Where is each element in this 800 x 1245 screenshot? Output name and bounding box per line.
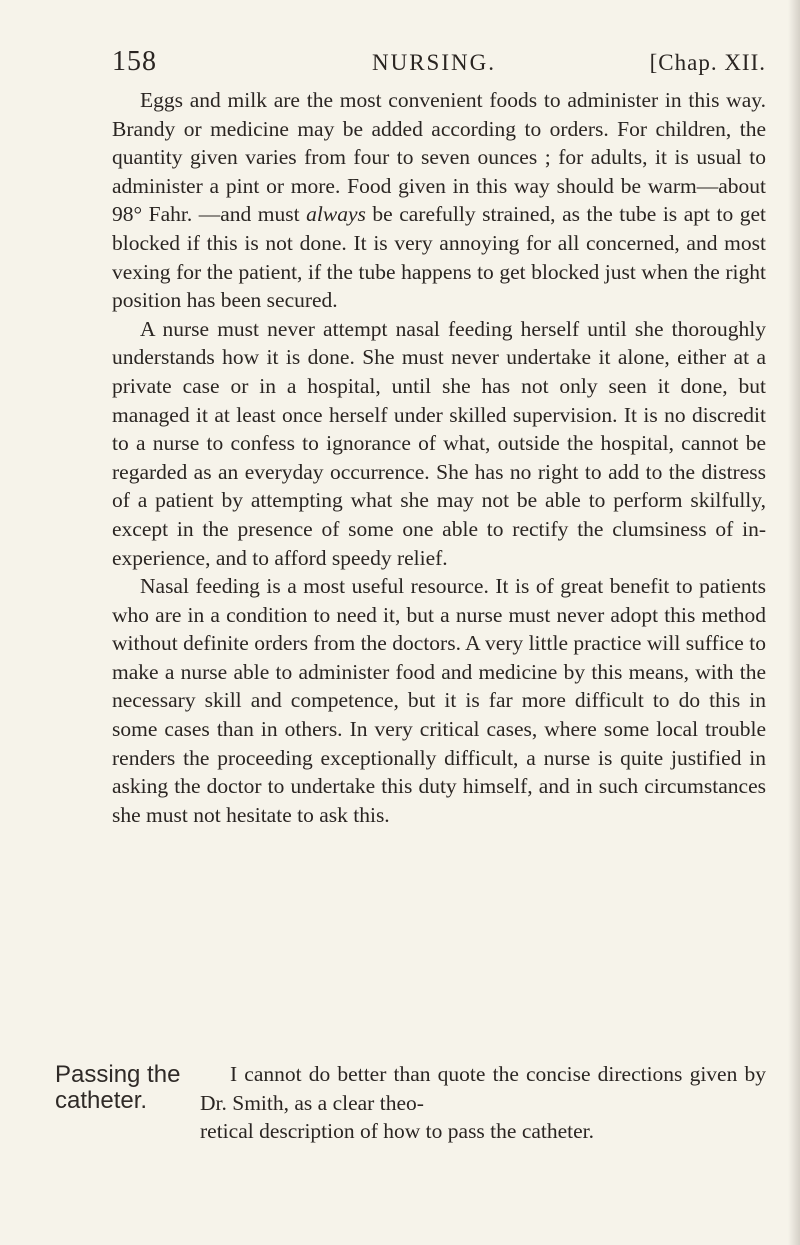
emphasis-always: always — [306, 202, 366, 227]
final-paragraph-tail: retical description of how to pass the catheter. — [200, 1119, 595, 1144]
margin-note — [55, 1062, 205, 1114]
paragraph-3: Nasal feeding is a most useful resource. It is of great benefit to patients who are in a condition to need it, but a nurse must never adopt this method without definite orders from the doctors. A very little practice will suffice to make a nurse able to administer food and medicine by this means, with the necessary skill and competence, but it is far more difficult to do this in some cases than in others. In very critical cases, where some local trouble renders the proceeding exceptionally difficult, a nurse is quite justified in asking the doctor to undertake this duty himself, and in such circumstances she must not hesitate to ask this. — [112, 574, 766, 827]
page-number: 158 — [112, 46, 157, 77]
body-text — [112, 86, 766, 829]
running-title: NURSING. — [372, 50, 496, 75]
paragraph-1 — [112, 86, 766, 315]
chapter-label: [Chap. XII. — [649, 50, 766, 75]
paragraph-1-part-b: be carefully strained, as the tube is apt to get blocked if this is not done. It is very annoying for all concerned, and most vexing for the patient, if the tube happens to get blocked just when the right position has been secured. — [112, 202, 766, 313]
final-paragraph-text: I cannot do better than quote the concise directions given by Dr. Smith, as a clear theo- retical description of how to pass the catheter. — [200, 1062, 766, 1144]
paragraph-1-part-a: Eggs and milk are the most convenient foods to administer in this way. Brandy or medicine may be added according to orders. For children, the quantity given varies from four to seven ounces ; for adults, it is usual to administer a pint or more. Food given in this way should be warm—about 98° Fahr. —and must — [112, 88, 766, 227]
page-header — [112, 46, 766, 82]
paragraph-2: A nurse must never attempt nasal feeding herself until she thoroughly understands how it is done. She must never undertake it alone, either at a private case or in a hospital, until she has not only seen it done, but managed it at least once herself under skilled supervision. It is no discredit to a nurse to confess to ignorance of what, outside the hospital, cannot be regarded as an everyday occurrence. She has no right to add to the distress of a patient by attempting what she may not be able to perform skilfully, except in the presence of some one able to rectify the clumsiness of in-experience, and to afford speedy relief. — [112, 316, 766, 570]
page-edge-shadow — [788, 0, 800, 1245]
final-paragraph — [200, 1060, 766, 1146]
margin-note-line-1: Passing the — [55, 1061, 181, 1088]
margin-note-line-2: catheter. — [55, 1087, 148, 1114]
